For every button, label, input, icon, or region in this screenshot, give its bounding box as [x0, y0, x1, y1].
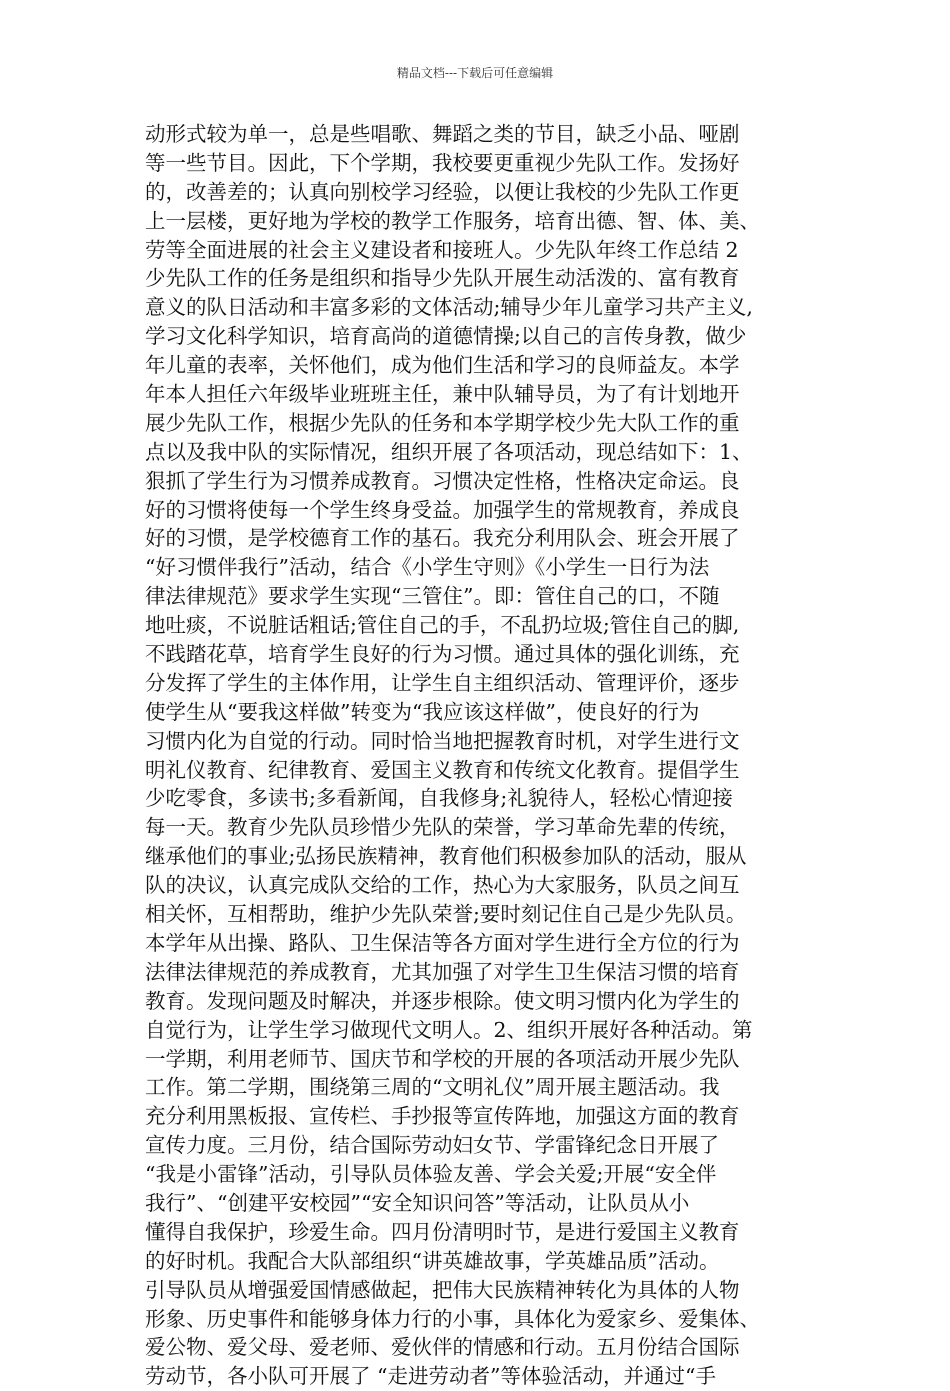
body-text-line: 好的习惯，是学校德育工作的基石。我充分利用队会、班会开展了 — [145, 526, 740, 551]
body-text-line: 引导队员从增强爱国情感做起，把伟大民族精神转化为具体的人物 — [145, 1277, 740, 1302]
body-text-line: 自觉行为，让学生学习做现代文明人。2、组织开展好各种活动。第 — [145, 1017, 753, 1042]
body-text-line: 懂得自我保护，珍爱生命。四月份清明时节，是进行爱国主义教育 — [145, 1219, 740, 1244]
body-text-line: “好习惯伴我行”活动，结合《小学生守则》《小学生一日行为法 — [145, 555, 710, 580]
body-text-line: 学习文化科学知识，培育高尚的道德情操;以自己的言传身教，做少 — [145, 324, 747, 349]
body-text-line: 少吃零食，多读书;多看新闻，自我修身;礼貌待人，轻松心情迎接 — [145, 786, 733, 811]
body-text-line: 动形式较为单一，总是些唱歌、舞蹈之类的节目，缺乏小品、哑剧 — [145, 122, 740, 146]
body-text-line: 劳等全面进展的社会主义建设者和接班人。少先队年终工作总结 2 — [145, 237, 739, 262]
body-text-line: 形象、历史事件和能够身体力行的小事，具体化为爱家乡、爱集体、 — [145, 1306, 760, 1331]
body-text-line: 爱公物、爱父母、爱老师、爱伙伴的情感和行动。五月份结合国际 — [145, 1335, 740, 1360]
body-text-line: 等一些节目。因此，下个学期，我校要更重视少先队工作。发扬好 — [145, 150, 740, 175]
body-text-line: 少先队工作的任务是组织和指导少先队开展生动活泼的、富有教育 — [145, 266, 740, 291]
page-header: 精品文档---下载后可任意编辑 — [396, 66, 554, 80]
body-text-line: 的好时机。我配合大队部组织“讲英雄故事，学英雄品质”活动。 — [145, 1248, 720, 1273]
body-text-line: 习惯内化为自觉的行动。同时恰当地把握教育时机，对学生进行文 — [145, 728, 740, 753]
body-text-line: 的，改善差的；认真向别校学习经验，以便让我校的少先队工作更 — [145, 179, 740, 204]
body-text-line: 充分利用黑板报、宣传栏、手抄报等宣传阵地，加强这方面的教育 — [145, 1104, 740, 1129]
body-text-line: 继承他们的事业;弘扬民族精神，教育他们积极参加队的活动，服从 — [145, 844, 747, 869]
body-text-line: “我是小雷锋”活动，引导队员体验友善、学会关爱;开展“安全伴 — [145, 1162, 717, 1187]
body-text-line: 好的习惯将使每一个学生终身受益。加强学生的常规教育，养成良 — [145, 497, 740, 522]
body-text-line: 使学生从“要我这样做”转变为“我应该这样做”，使良好的行为 — [145, 699, 700, 724]
body-text-line: 年儿童的表率，关怀他们，成为他们生活和学习的良师益友。本学 — [145, 353, 740, 378]
body-text-line: 法律法律规范的养成教育，尤其加强了对学生卫生保洁习惯的培育 — [145, 959, 740, 984]
body-text-line: 相关怀，互相帮助，维护少先队荣誉;要时刻记住自己是少先队员。 — [145, 902, 747, 927]
body-text-line: 劳动节，各小队可开展了 “走进劳动者”等体验活动，并通过“手 — [145, 1364, 716, 1389]
body-text-line: 上一层楼，更好地为学校的教学工作服务，培育出德、智、体、美、 — [145, 208, 760, 233]
body-text-line: 律法律规范》要求学生实现“三管住”。即：管住自己的口，不随 — [145, 584, 720, 609]
body-text-line: 不践踏花草，培育学生良好的行为习惯。通过具体的强化训练，充 — [145, 642, 740, 667]
body-text-line: 我行”、“创建平安校园”“安全知识问答”等活动，让队员从小 — [145, 1190, 690, 1215]
document-body — [145, 120, 835, 1391]
body-text-line: 宣传力度。三月份，结合国际劳动妇女节、学雷锋纪念日开展了 — [145, 1133, 719, 1158]
body-text-line: 一学期，利用老师节、国庆节和学校的开展的各项活动开展少先队 — [145, 1046, 740, 1071]
body-text-line: 工作。第二学期，围绕第三周的“文明礼仪”周开展主题活动。我 — [145, 1075, 720, 1100]
body-text-line: 意义的队日活动和丰富多彩的文体活动;辅导少年儿童学习共产主义, — [145, 295, 753, 320]
body-text-line: 明礼仪教育、纪律教育、爱国主义教育和传统文化教育。提倡学生 — [145, 757, 740, 782]
body-text-line: 狠抓了学生行为习惯养成教育。习惯决定性格，性格决定命运。良 — [145, 468, 740, 493]
body-text-line: 展少先队工作，根据少先队的任务和本学期学校少先大队工作的重 — [145, 410, 740, 435]
body-text-line: 每一天。教育少先队员珍惜少先队的荣誉，学习革命先辈的传统， — [145, 815, 740, 840]
body-text-line: 地吐痰，不说脏话粗话;管住自己的手，不乱扔垃圾;管住自己的脚, — [145, 613, 740, 638]
body-text-line: 年本人担任六年级毕业班班主任，兼中队辅导员，为了有计划地开 — [145, 382, 740, 407]
body-text-line: 本学年从出操、路队、卫生保洁等各方面对学生进行全方位的行为 — [145, 930, 740, 955]
body-text-line: 队的决议，认真完成队交给的工作，热心为大家服务，队员之间互 — [145, 873, 740, 898]
body-text-line: 教育。发现问题及时解决，并逐步根除。使文明习惯内化为学生的 — [145, 988, 740, 1013]
body-text-line: 分发挥了学生的主体作用，让学生自主组织活动、管理评价，逐步 — [145, 670, 740, 695]
body-text-line: 点以及我中队的实际情况，组织开展了各项活动，现总结如下：1、 — [145, 439, 753, 464]
